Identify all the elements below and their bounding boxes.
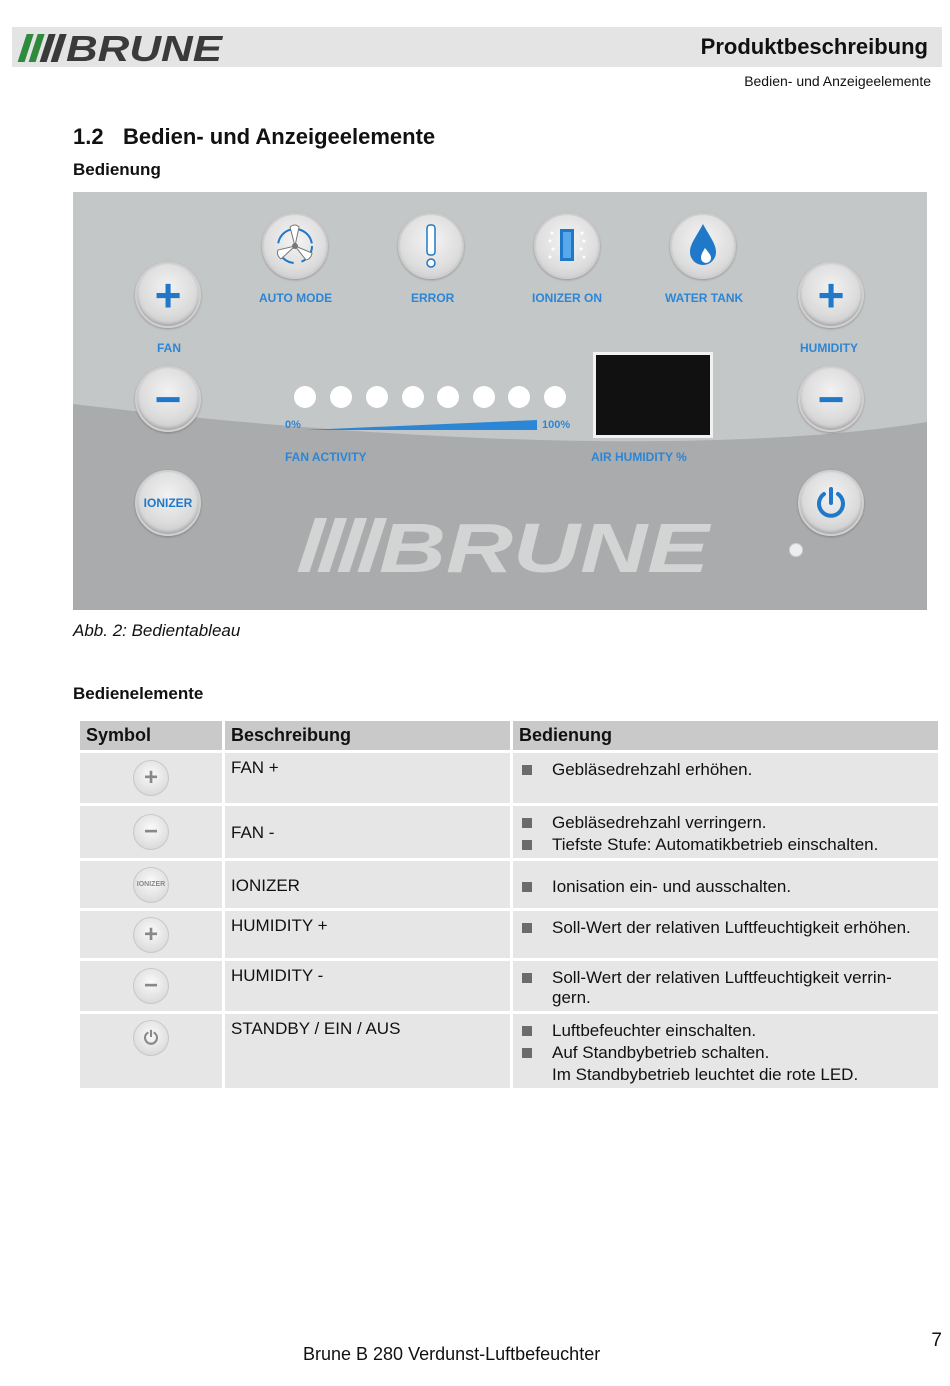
air-humidity-label: AIR HUMIDITY % <box>591 450 687 464</box>
column-header-operation: Bedienung <box>513 721 938 750</box>
fan-icon <box>262 213 328 279</box>
operation-cell <box>513 806 938 858</box>
description-cell: FAN - <box>225 806 510 858</box>
standby-note: Im Standbybetrieb leuchtet die rote LED. <box>552 1065 859 1084</box>
section-title <box>73 124 435 150</box>
footer-text: Brune B 280 Verdunst-Luftbefeuchter <box>303 1344 601 1364</box>
fan-activity-led <box>402 386 424 408</box>
list-item: Tiefste Stufe: Automatikbetrieb einschalten. <box>518 833 933 855</box>
brune-logo-graphic <box>14 30 226 66</box>
controls-table <box>77 718 941 1091</box>
auto-mode-label: AUTO MODE <box>259 291 333 305</box>
symbol-cell <box>80 806 222 858</box>
ionizer-on-label: IONIZER ON <box>532 291 603 305</box>
table-row <box>80 753 938 803</box>
subheading-bedienelemente: Bedienelemente <box>73 684 204 703</box>
table-row <box>80 911 938 958</box>
table-row <box>80 806 938 858</box>
section-number: 1.2 <box>73 124 104 149</box>
symbol-cell <box>80 961 222 1011</box>
power-button[interactable] <box>798 470 864 536</box>
ionizer-icon <box>534 213 600 279</box>
ionizer-symbol-icon: IONIZER <box>133 867 169 903</box>
fan-activity-led <box>294 386 316 408</box>
standby-led <box>789 543 803 557</box>
table-row <box>80 961 938 1011</box>
plus-icon: + <box>133 760 169 796</box>
fan-activity-led <box>473 386 495 408</box>
list-item: Gebläsedrehzahl erhöhen. <box>518 758 933 780</box>
operation-cell <box>513 1014 938 1088</box>
description-cell: HUMIDITY - <box>225 961 510 1011</box>
plus-icon: + <box>154 269 182 321</box>
subheading-bedienung: Bedienung <box>73 160 161 179</box>
table-header-row <box>80 721 938 750</box>
minus-icon: − <box>133 968 169 1004</box>
section-title-text: Bedien- und Anzeigeelemente <box>123 124 436 149</box>
plus-icon: + <box>133 917 169 953</box>
symbol-cell <box>80 861 222 908</box>
list-item: Auf Standbybetrieb schalten. <box>518 1041 933 1063</box>
fan-activity-led <box>544 386 566 408</box>
scale-min-label: 0% <box>285 419 301 431</box>
minus-icon: − <box>133 814 169 850</box>
power-icon: ⏻ <box>133 1020 169 1056</box>
header-title: Produktbeschreibung <box>700 34 928 59</box>
power-icon <box>811 483 851 523</box>
symbol-cell <box>80 753 222 803</box>
page-number: 7 <box>931 1330 942 1351</box>
operation-cell <box>513 961 938 1011</box>
fan-activity-ramp <box>305 418 540 434</box>
panel-brand-logo <box>287 512 717 578</box>
figure-caption: Abb. 2: Bedientableau <box>73 621 241 640</box>
fan-activity-label: FAN ACTIVITY <box>285 450 367 464</box>
header-subtitle: Bedien- und Anzeigeelemente <box>744 73 931 89</box>
symbol-cell <box>80 911 222 958</box>
ionizer-button[interactable] <box>135 470 201 536</box>
minus-icon: − <box>817 373 845 425</box>
list-item: Gebläsedrehzahl verringern. <box>518 811 933 833</box>
list-item: Luftbefeuchter einschalten. <box>518 1019 933 1041</box>
control-panel-figure <box>73 192 927 610</box>
fan-minus-button[interactable] <box>135 366 201 432</box>
table-row <box>80 861 938 908</box>
minus-icon: − <box>154 373 182 425</box>
list-item: Ionisation ein- und ausschalten. <box>518 875 933 897</box>
symbol-cell <box>80 1014 222 1088</box>
water-tank-label: WATER TANK <box>665 291 744 305</box>
exclamation-icon <box>398 213 464 279</box>
fan-label: FAN <box>157 341 181 355</box>
fan-activity-led <box>330 386 352 408</box>
list-item: Soll-Wert der relativen Luftfeuchtigkeit verrin-gern. <box>518 966 933 1008</box>
error-label: ERROR <box>411 291 455 305</box>
operation-cell <box>513 861 938 908</box>
description-cell: HUMIDITY + <box>225 911 510 958</box>
fan-activity-led <box>437 386 459 408</box>
humidity-label: HUMIDITY <box>800 341 858 355</box>
operation-cell <box>513 911 938 958</box>
description-cell: IONIZER <box>225 861 510 908</box>
humidity-plus-button[interactable] <box>798 262 864 328</box>
humidity-display <box>593 352 713 438</box>
water-drop-icon <box>670 213 736 279</box>
fan-activity-led <box>508 386 530 408</box>
brune-logo <box>14 30 226 66</box>
plus-icon: + <box>817 269 845 321</box>
fan-plus-button[interactable] <box>135 262 201 328</box>
scale-max-label: 100% <box>542 419 571 431</box>
fan-activity-led <box>366 386 388 408</box>
operation-cell <box>513 753 938 803</box>
list-item: Soll-Wert der relativen Luftfeuchtigkeit erhöhen. <box>518 916 933 938</box>
description-cell: STANDBY / EIN / AUS <box>225 1014 510 1088</box>
svg-text:BRUNE: BRUNE <box>66 30 224 66</box>
description-cell: FAN + <box>225 753 510 803</box>
column-header-symbol: Symbol <box>80 721 222 750</box>
table-row <box>80 1014 938 1088</box>
humidity-minus-button[interactable] <box>798 366 864 432</box>
column-header-description: Beschreibung <box>225 721 510 750</box>
ionizer-button-label: IONIZER <box>143 496 193 510</box>
svg-text:BRUNE: BRUNE <box>379 512 713 578</box>
